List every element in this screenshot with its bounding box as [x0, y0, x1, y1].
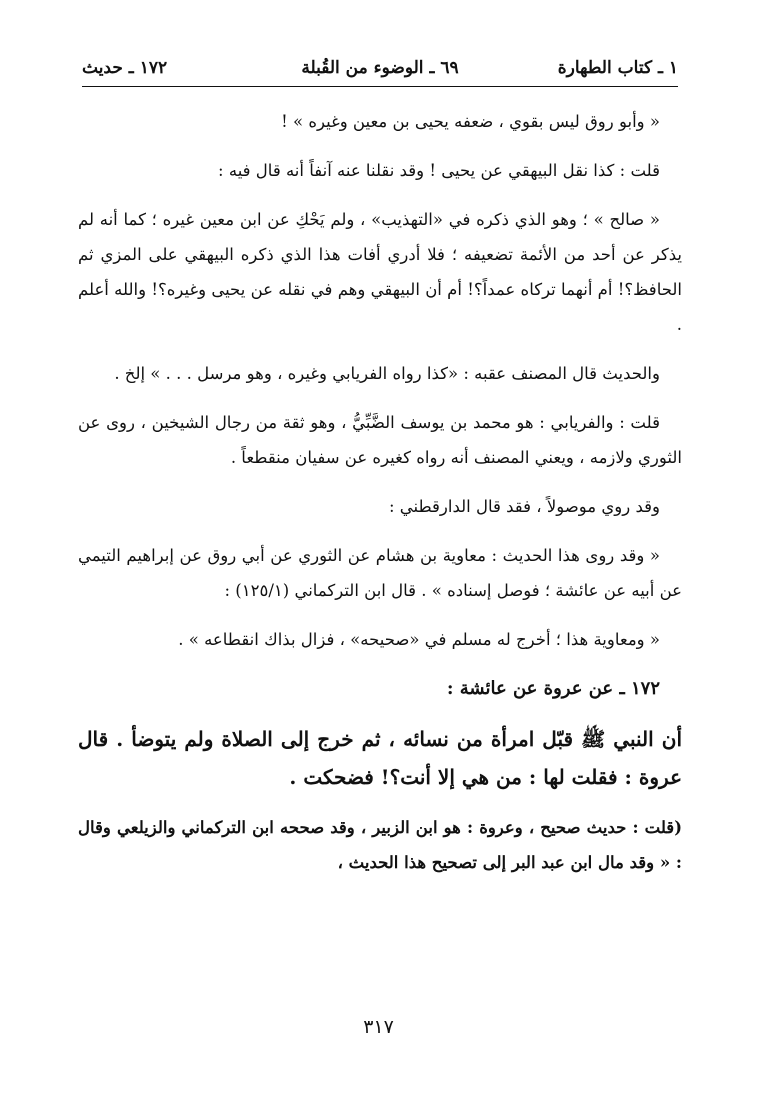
header-hadith-number: ١٧٢ ـ حديث: [82, 58, 168, 78]
paragraph-2: قلت : كذا نقل البيهقي عن يحيى ! وقد نقلنا عنه آنفاً أنه قال فيه :: [218, 161, 660, 180]
paragraph-5: قلت : والفريابي : هو محمد بن يوسف الضَّبِّيُّ ، وهو ثقة من رجال الشيخين ، روى عن الثوري ولازمه ، ويعني المصنف أنه رواه كغيره عن سفيان منقطعاً .: [78, 413, 682, 467]
commentary-paragraph: (قلت : حديث صحيح ، وعروة : هو ابن الزبير ، وقد صححه ابن التركماني والزيلعي وقال : « وقد مال ابن عبد البر إلى تصحيح هذا الحديث ،: [78, 818, 682, 872]
running-header: [82, 52, 678, 86]
hadith-heading: ١٧٢ ـ عن عروة عن عائشة :: [446, 678, 660, 699]
header-chapter-title: ٦٩ ـ الوضوء من القُبلة: [301, 58, 459, 78]
paragraph-8: « ومعاوية هذا ؛ أخرج له مسلم في «صحيحه» ، فزال بذاك انقطاعه » .: [178, 630, 660, 649]
header-divider: [82, 86, 678, 87]
page-number: ٣١٧: [363, 1016, 394, 1038]
paragraph-1: « وأبو روق ليس بقوي ، ضعفه يحيى بن معين وغيره » !: [281, 112, 660, 131]
paragraph-4: والحديث قال المصنف عقبه : «كذا رواه الفريابي وغيره ، وهو مرسل . . . » إلخ .: [114, 364, 660, 383]
paragraph-3: « صالح » ؛ وهو الذي ذكره في «التهذيب» ، ولم يَحْكِ عن ابن معين غيره ؛ كما أنه لم يذكر عن أحد من الأئمة تضعيفه ؛ فلا أدري أفات هذا الذي ذكره البيهقي على المزي ثم الحافظ؟! أم أنهما تركاه عمداً؟! أم أن البيهقي وهم في نقله عن يحيى وغيره؟! والله أعلم .: [78, 210, 682, 334]
header-book-title: ١ ـ كتاب الطهارة: [557, 58, 678, 78]
hadith-text: أن النبي ﷺ قبّل امرأة من نسائه ، ثم خرج إلى الصلاة ولم يتوضأ . قال عروة : فقلت لها : من هي إلا أنت؟! فضحكت .: [78, 727, 682, 789]
paragraph-6: وقد روي موصولاً ، فقد قال الدارقطني :: [388, 497, 660, 516]
paragraph-7: « وقد روى هذا الحديث : معاوية بن هشام عن الثوري عن أبي روق عن إبراهيم التيمي عن أبيه عن عائشة ؛ فوصل إسناده » . قال ابن التركماني (١٢٥/١) :: [78, 546, 682, 600]
page-body: [78, 104, 682, 894]
